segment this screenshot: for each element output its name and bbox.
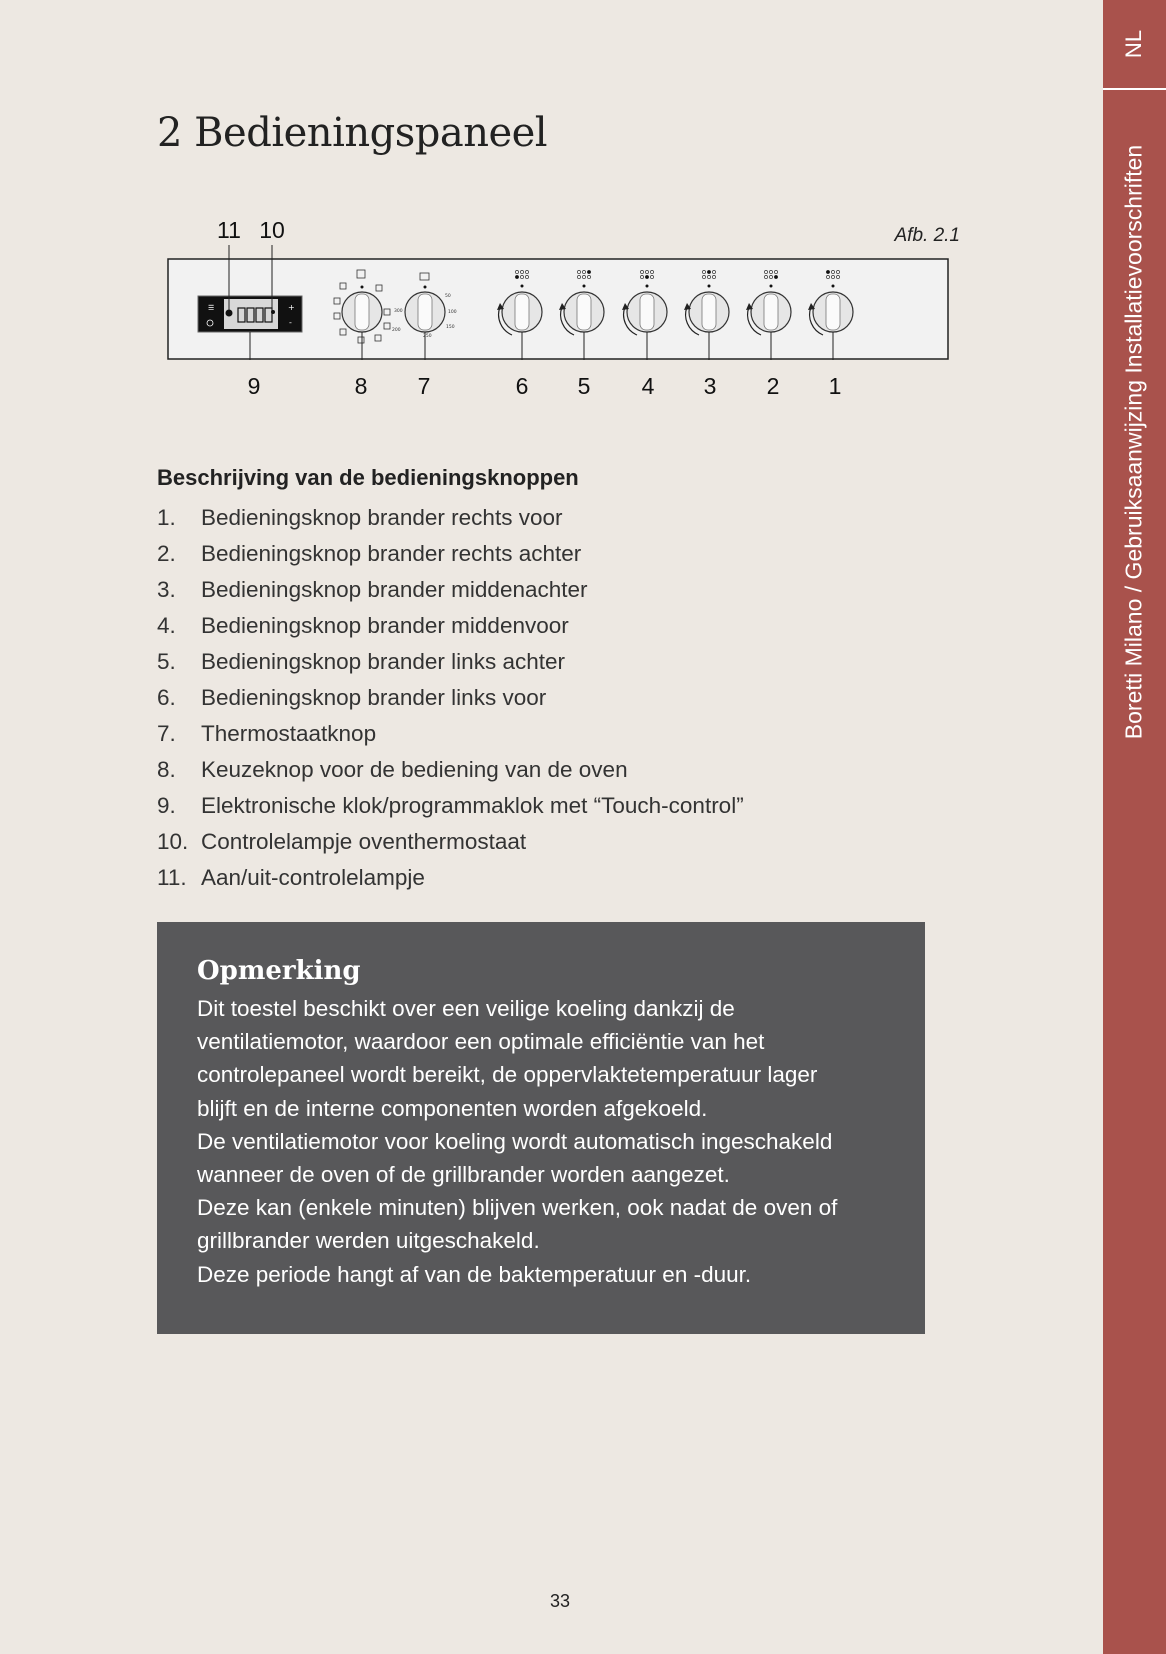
svg-text:+: + (288, 303, 295, 312)
list-item (157, 572, 1007, 608)
list-item-text: Bedieningsknop brander links voor (201, 685, 547, 710)
list-item-text: Bedieningsknop brander middenvoor (201, 613, 569, 638)
sidebar-divider (1103, 88, 1166, 90)
list-item-number: 5. (157, 649, 176, 674)
language-tab (1103, 0, 1166, 88)
callout-1: 1 (828, 373, 842, 399)
figure-caption: Afb. 2.1 (894, 225, 960, 246)
list-item (157, 680, 1007, 716)
language-label: NL (1121, 29, 1147, 59)
svg-text:100: 100 (448, 310, 457, 315)
list-item-text: Bedieningsknop brander rechts voor (201, 505, 563, 530)
list-item-number: 2. (157, 541, 176, 566)
callout-11: 11 (217, 217, 241, 243)
callout-3: 3 (703, 373, 717, 399)
callout-9: 9 (247, 373, 261, 399)
list-item-text: Bedieningsknop brander links achter (201, 649, 565, 674)
note-body: Dit toestel beschikt over een veilige koeling dankzij de ventilatiemotor, waardoor een optimale efficiëntie van het controlepaneel wordt bereikt, de oppervlaktetemperatuur lager blijft en de interne componenten worden afgekoeld. De ventilatiemotor voor koeling wordt automatisch ingeschakeld wanneer de oven of de grillbrander worden aangezet. Deze kan (enkele minuten) blijven werken, ook nadat de oven of grillbrander werden uitgeschakeld. Deze periode hangt af van de baktemperatuur en -duur. (197, 996, 838, 1287)
list-item-text: Elektronische klok/programmaklok met “Touch-control” (201, 793, 744, 818)
list-item-text: Controlelampje oventhermostaat (201, 829, 527, 854)
list-item-number: 9. (157, 793, 176, 818)
page-title: 2 Bedieningspaneel (157, 110, 548, 156)
list-item (157, 824, 1007, 860)
list-item-text: Bedieningsknop brander middenachter (201, 577, 588, 602)
callout-4: 4 (641, 373, 655, 399)
note-box (157, 922, 925, 1334)
page-number: 33 (549, 1591, 571, 1611)
control-panel-figure (150, 215, 960, 415)
list-item (157, 860, 1007, 896)
list-item-text: Bedieningsknop brander rechts achter (201, 541, 582, 566)
svg-text:150: 150 (446, 325, 455, 330)
list-item-text: Aan/uit-controlelampje (201, 865, 425, 890)
list-item (157, 644, 1007, 680)
list-item-number: 6. (157, 685, 176, 710)
callout-8: 8 (354, 373, 368, 399)
list-item (157, 536, 1007, 572)
callout-10: 10 (259, 217, 285, 243)
description-list (157, 500, 1007, 896)
description-title: Beschrijving van de bedieningsknoppen (157, 465, 579, 490)
svg-text:300: 300 (394, 309, 403, 314)
list-item (157, 608, 1007, 644)
list-item-text: Thermostaatknop (201, 721, 377, 746)
list-item-number: 3. (157, 577, 176, 602)
svg-text:200: 200 (392, 328, 401, 333)
list-item-number: 11. (157, 865, 187, 890)
list-item (157, 752, 1007, 788)
svg-text:250: 250 (423, 334, 432, 339)
callout-5: 5 (577, 373, 591, 399)
sidebar (1103, 0, 1166, 1654)
list-item (157, 500, 1007, 536)
document-title: Boretti Milano / Gebruiksaanwijzing Installatievoorschriften (1120, 144, 1147, 740)
list-item (157, 788, 1007, 824)
callout-2: 2 (766, 373, 780, 399)
note-title: Opmerking (197, 956, 361, 986)
power-indicator-light (226, 310, 233, 317)
list-item-number: 4. (157, 613, 176, 638)
list-item-number: 1. (157, 505, 176, 530)
list-item-number: 7. (157, 721, 176, 746)
thermostat-indicator-light (271, 310, 275, 314)
list-item-number: 8. (157, 757, 176, 782)
list-item-text: Keuzeknop voor de bediening van de oven (201, 757, 628, 782)
callout-6: 6 (515, 373, 529, 399)
callout-7: 7 (417, 373, 431, 399)
list-item-number: 10. (157, 829, 189, 854)
svg-text:-: - (289, 318, 292, 327)
svg-text:50: 50 (445, 294, 451, 299)
svg-text:☰: ☰ (208, 304, 215, 312)
list-item (157, 716, 1007, 752)
